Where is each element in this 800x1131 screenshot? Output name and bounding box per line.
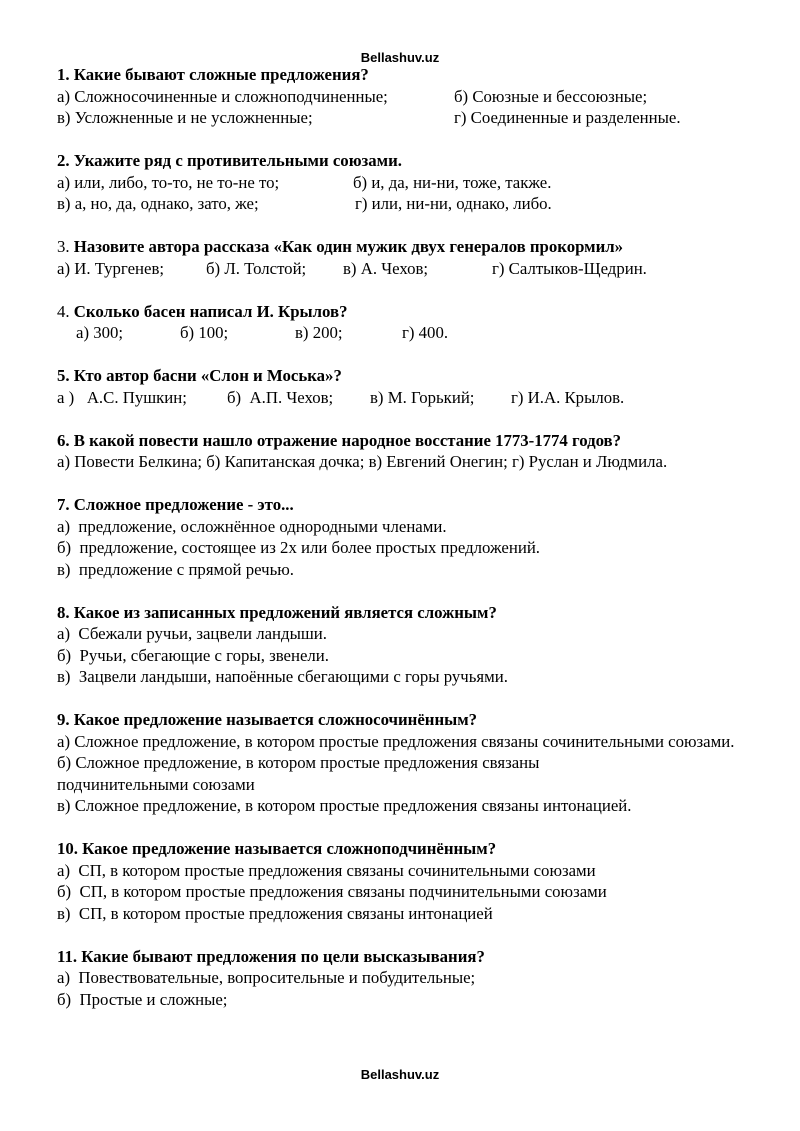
answer-option: б) 100; (180, 323, 229, 342)
answer-option: а) 300; (76, 323, 124, 342)
question-number: 3. (57, 237, 70, 256)
answer-option: г) или, ни-ни, однако, либо. (355, 194, 552, 213)
watermark-top: Bellashuv.uz (360, 50, 440, 65)
answer-option: а) Повествовательные, вопросительные и побудительные; (57, 968, 476, 987)
question-title (57, 301, 747, 323)
question-6 (57, 430, 747, 473)
answer-option: в) предложение с прямой речью. (57, 559, 294, 579)
answer-option: а) или, либо, то-то, не то-не то; (57, 172, 280, 192)
answer-option: б) предложение, состоящее из 2х или более простых предложений. (57, 538, 540, 557)
answer-option: б) Союзные и бессоюзные; (454, 86, 648, 106)
question-title: 11. Какие бывают предложения по цели высказывания? (57, 946, 485, 966)
question-title (57, 236, 747, 258)
answer-option: а ) А.С. Пушкин; (57, 387, 187, 407)
question-number: 4. (57, 301, 70, 321)
question-title: 6. В какой повести нашло отражение народное восстание 1773-1774 годов? (57, 430, 622, 450)
answer-option: а) Сложное предложение, в котором простые предложения связаны сочинительными союзами. (57, 731, 735, 751)
answer-row (57, 193, 747, 215)
answer-option: г) Салтыков-Щедрин. (492, 258, 647, 278)
question-10 (57, 838, 747, 924)
question-title: 7. Сложное предложение - это... (57, 495, 294, 514)
answer-option: в) М. Горький; (370, 387, 475, 407)
question-8 (57, 602, 747, 688)
answer-option: б) СП, в котором простые предложения связаны подчинительными союзами (57, 882, 607, 901)
question-2 (57, 150, 747, 215)
answer-row (57, 172, 747, 194)
answer-row (57, 322, 747, 344)
answer-option: б) Простые и сложные; (57, 989, 228, 1009)
answer-row (57, 258, 747, 280)
answer-option: а) Сложносочиненные и сложноподчиненные; (57, 86, 388, 106)
answer-row (57, 107, 747, 129)
question-1 (57, 64, 747, 129)
answer-text: а) Повести Белкина; б) Капитанская дочка; в) Евгений Онегин; г) Руслан и Людмила. (57, 452, 668, 471)
answer-option: г) И.А. Крылов. (511, 387, 625, 407)
answer-option: а) Сбежали ручьи, зацвели ландыши. (57, 624, 327, 643)
answer-option: в) СП, в котором простые предложения связаны интонацией (57, 903, 493, 923)
question-11 (57, 946, 747, 1011)
answer-option: б) Л. Толстой; (206, 258, 307, 278)
question-7 (57, 494, 747, 580)
question-title: 5. Кто автор басни «Слон и Моська»? (57, 366, 342, 385)
answer-option: г) 400. (402, 323, 449, 342)
answer-option: б) А.П. Чехов; (227, 387, 334, 407)
question-3 (57, 236, 747, 279)
question-title: 2. Укажите ряд с противительными союзами. (57, 151, 402, 170)
answer-option: г) Соединенные и разделенные. (454, 108, 681, 127)
question-title: 10. Какое предложение называется сложноподчинённым? (57, 839, 497, 858)
watermark-bottom: Bellashuv.uz (360, 1067, 440, 1082)
answer-option: а) предложение, осложнённое однородными членами. (57, 516, 447, 536)
question-title: 9. Какое предложение называется сложносочинённым? (57, 710, 478, 729)
question-5 (57, 365, 747, 408)
answer-row (57, 387, 747, 409)
answer-option: в) Сложное предложение, в котором простые предложения связаны интонацией. (57, 796, 632, 815)
question-9 (57, 709, 747, 817)
question-text: Назовите автора рассказа «Как один мужик двух генералов прокормил» (73, 237, 624, 256)
answer-row (57, 86, 747, 108)
answer-option: в) Зацвели ландыши, напоённые сбегающими с горы ручьями. (57, 667, 508, 686)
answer-option: в) 200; (295, 323, 343, 342)
test-content (57, 64, 747, 1032)
question-4 (57, 301, 747, 344)
answer-option: а) И. Тургенев; (57, 258, 165, 278)
question-title: 8. Какое из записанных предложений является сложным? (57, 602, 497, 622)
answer-option: в) А. Чехов; (343, 258, 429, 278)
question-text: Сколько басен написал И. Крылов? (73, 301, 348, 321)
answer-option: б) Сложное предложение, в котором простые предложения связаны подчинительными союзами (57, 753, 540, 794)
answer-option: б) Ручьи, сбегающие с горы, звенели. (57, 645, 329, 665)
answer-option: а) СП, в котором простые предложения связаны сочинительными союзами (57, 860, 596, 880)
answer-option: б) и, да, ни-ни, тоже, также. (353, 172, 552, 192)
question-title: 1. Какие бывают сложные предложения? (57, 65, 369, 84)
answer-option: в) а, но, да, однако, зато, же; (57, 194, 259, 213)
answer-option: в) Усложненные и не усложненные; (57, 108, 313, 127)
